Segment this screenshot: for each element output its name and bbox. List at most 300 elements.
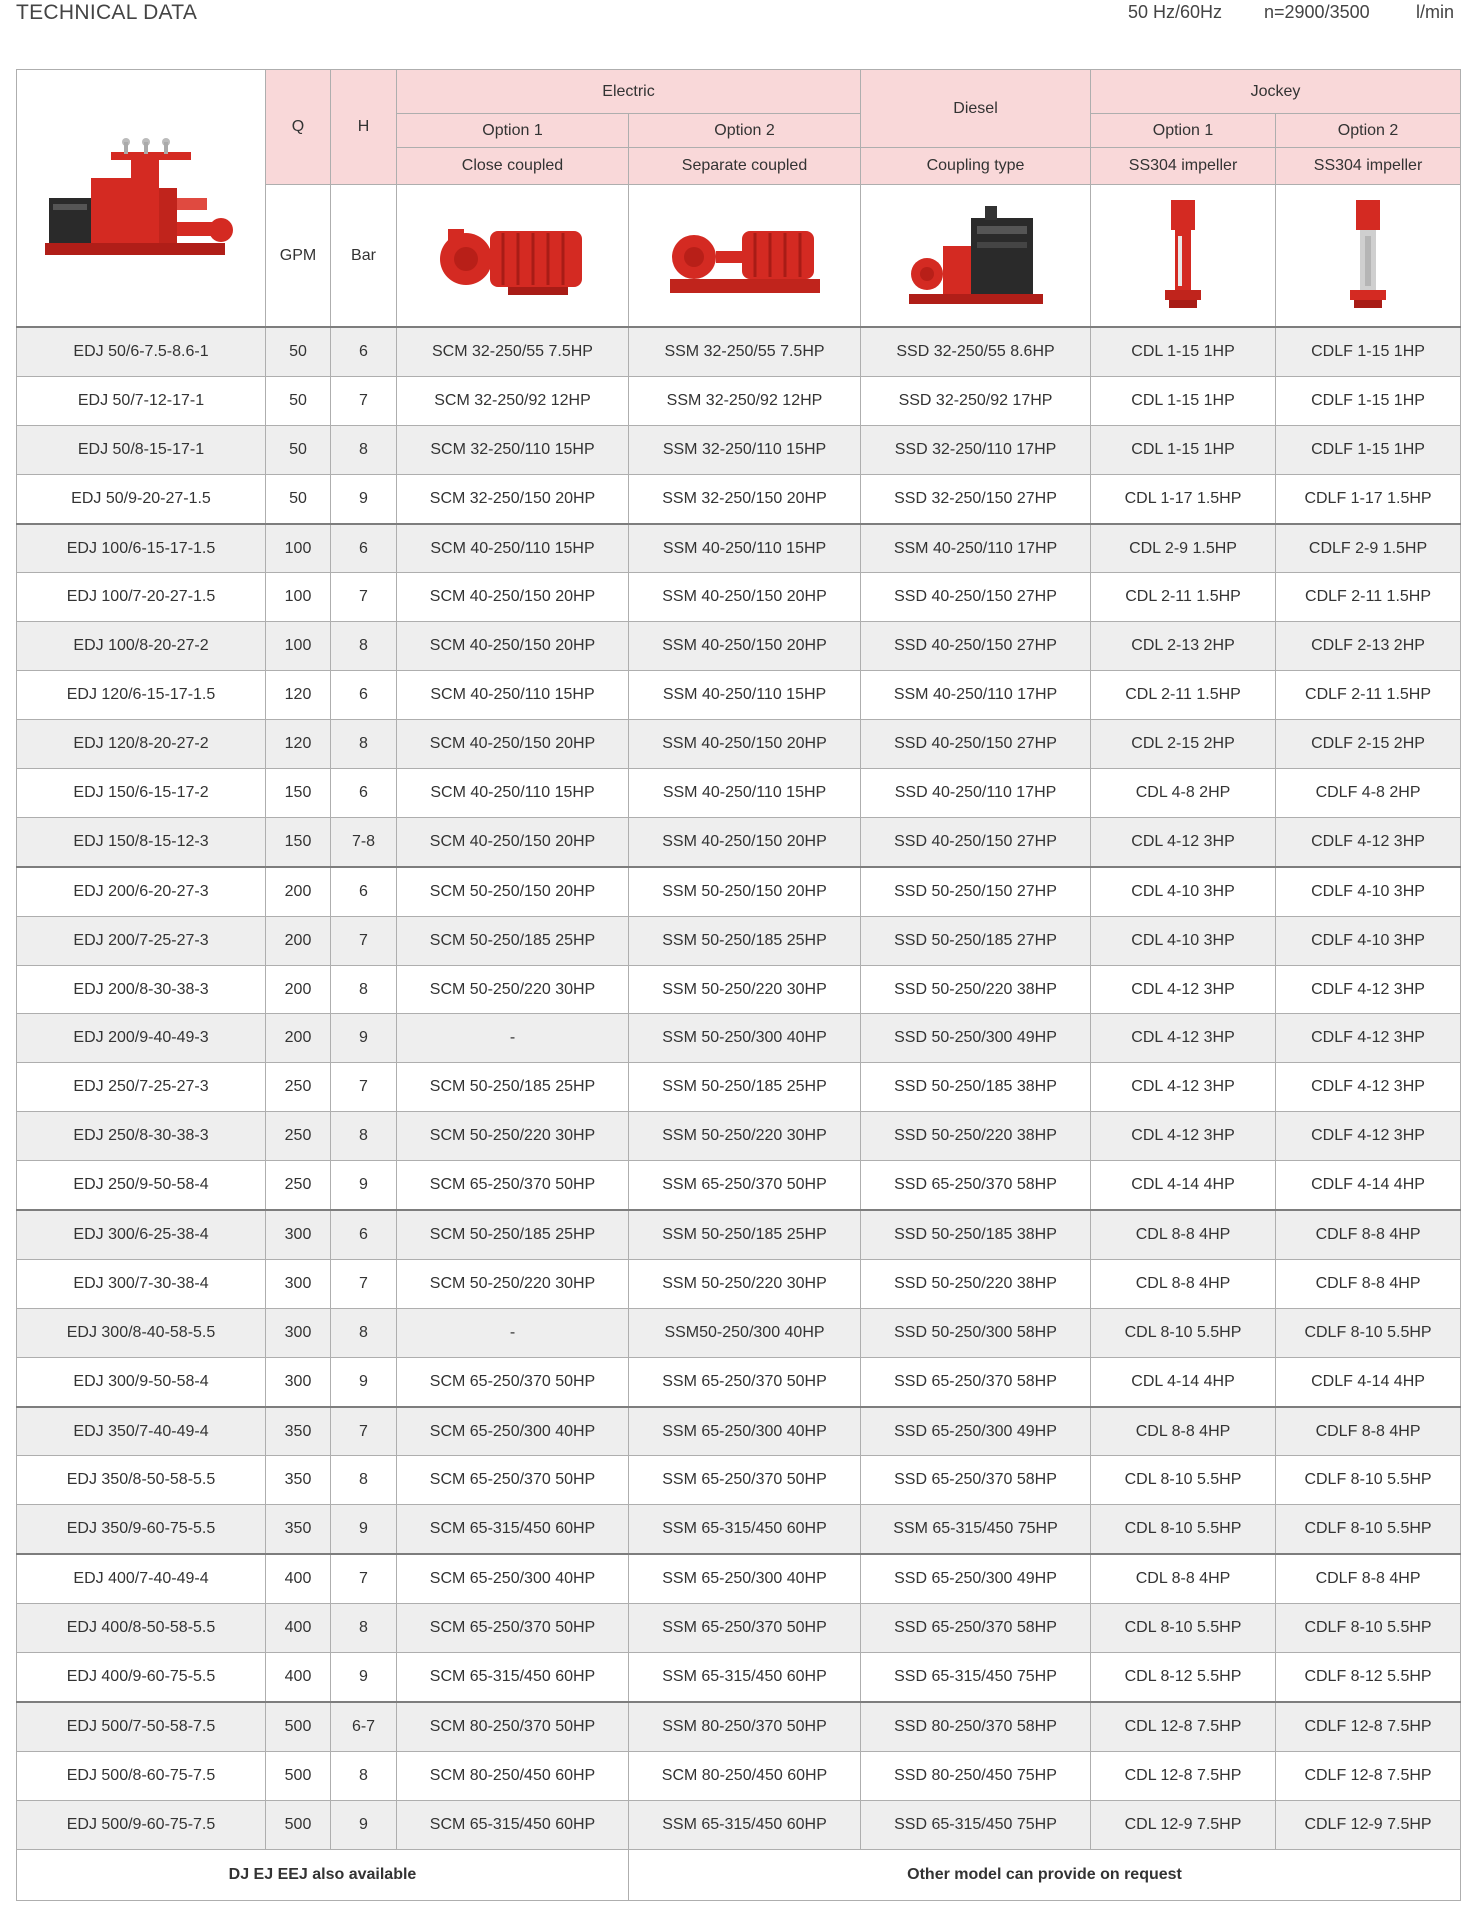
- cell-q: 350: [266, 1407, 331, 1456]
- cell-model: EDJ 100/8-20-27-2: [17, 622, 266, 671]
- cell-jockey-opt2: CDLF 1-15 1HP: [1276, 327, 1461, 376]
- cell-electric-opt1: SCM 50-250/220 30HP: [397, 965, 629, 1014]
- separate-coupled-header: Separate coupled: [629, 148, 861, 185]
- jockey-option1-header: Option 1: [1091, 114, 1276, 148]
- cell-q: 200: [266, 965, 331, 1014]
- cell-diesel: SSD 32-250/150 27HP: [861, 474, 1091, 523]
- cell-jockey-opt2: CDLF 2-13 2HP: [1276, 622, 1461, 671]
- cell-electric-opt2: SSM 65-250/370 50HP: [629, 1357, 861, 1406]
- cell-h: 8: [331, 1308, 397, 1357]
- separate-coupled-pump-image: [629, 185, 861, 328]
- cell-electric-opt1: SCM 50-250/220 30HP: [397, 1112, 629, 1161]
- table-row: [17, 474, 1461, 523]
- cell-model: EDJ 350/8-50-58-5.5: [17, 1456, 266, 1505]
- table-row: [17, 1357, 1461, 1406]
- cell-jockey-opt2: CDLF 4-10 3HP: [1276, 916, 1461, 965]
- cell-model: EDJ 400/9-60-75-5.5: [17, 1653, 266, 1702]
- cell-electric-opt1: SCM 65-250/300 40HP: [397, 1407, 629, 1456]
- cell-electric-opt2: SSM 65-250/300 40HP: [629, 1554, 861, 1603]
- cell-jockey-opt1: CDL 4-12 3HP: [1091, 1112, 1276, 1161]
- cell-electric-opt1: SCM 65-250/370 50HP: [397, 1161, 629, 1210]
- cell-model: EDJ 200/9-40-49-3: [17, 1014, 266, 1063]
- cell-jockey-opt1: CDL 8-10 5.5HP: [1091, 1456, 1276, 1505]
- cell-electric-opt1: SCM 50-250/220 30HP: [397, 1259, 629, 1308]
- cell-diesel: SSD 40-250/150 27HP: [861, 573, 1091, 622]
- cell-h: 8: [331, 720, 397, 769]
- cell-diesel: SSD 65-250/370 58HP: [861, 1357, 1091, 1406]
- cell-electric-opt1: SCM 32-250/110 15HP: [397, 425, 629, 474]
- cell-h: 9: [331, 474, 397, 523]
- cell-electric-opt1: -: [397, 1308, 629, 1357]
- cell-jockey-opt2: CDLF 4-10 3HP: [1276, 867, 1461, 916]
- cell-electric-opt2: SSM 80-250/370 50HP: [629, 1702, 861, 1751]
- diesel-group-header: Diesel: [861, 70, 1091, 148]
- cell-jockey-opt1: CDL 8-8 4HP: [1091, 1259, 1276, 1308]
- cell-diesel: SSD 40-250/150 27HP: [861, 817, 1091, 866]
- cell-jockey-opt1: CDL 4-14 4HP: [1091, 1357, 1276, 1406]
- cell-q: 300: [266, 1259, 331, 1308]
- table-row: [17, 327, 1461, 376]
- cell-jockey-opt2: CDLF 2-11 1.5HP: [1276, 671, 1461, 720]
- cell-jockey-opt1: CDL 8-10 5.5HP: [1091, 1604, 1276, 1653]
- cell-q: 150: [266, 817, 331, 866]
- cell-jockey-opt1: CDL 4-12 3HP: [1091, 965, 1276, 1014]
- cell-diesel: SSD 32-250/110 17HP: [861, 425, 1091, 474]
- cell-h: 9: [331, 1161, 397, 1210]
- cell-h: 7-8: [331, 817, 397, 866]
- cell-diesel: SSM 65-315/450 75HP: [861, 1505, 1091, 1554]
- cell-h: 6: [331, 524, 397, 573]
- cell-model: EDJ 100/7-20-27-1.5: [17, 573, 266, 622]
- cell-q: 500: [266, 1702, 331, 1751]
- coupling-type-header: Coupling type: [861, 148, 1091, 185]
- cell-jockey-opt2: CDLF 8-10 5.5HP: [1276, 1604, 1461, 1653]
- footer-row: [17, 1849, 1461, 1900]
- cell-q: 300: [266, 1308, 331, 1357]
- cell-jockey-opt1: CDL 8-8 4HP: [1091, 1407, 1276, 1456]
- cell-jockey-opt2: CDLF 8-8 4HP: [1276, 1554, 1461, 1603]
- cell-jockey-opt1: CDL 4-8 2HP: [1091, 769, 1276, 818]
- cell-h: 7: [331, 1407, 397, 1456]
- cell-model: EDJ 50/7-12-17-1: [17, 376, 266, 425]
- jockey-impeller2-header: SS304 impeller: [1276, 148, 1461, 185]
- table-row: [17, 916, 1461, 965]
- cell-jockey-opt1: CDL 4-12 3HP: [1091, 817, 1276, 866]
- cell-jockey-opt1: CDL 8-8 4HP: [1091, 1210, 1276, 1259]
- cell-jockey-opt1: CDL 2-11 1.5HP: [1091, 573, 1276, 622]
- cell-q: 300: [266, 1210, 331, 1259]
- cell-diesel: SSD 65-250/300 49HP: [861, 1554, 1091, 1603]
- cell-q: 200: [266, 1014, 331, 1063]
- cell-h: 8: [331, 425, 397, 474]
- cell-diesel: SSD 80-250/450 75HP: [861, 1751, 1091, 1800]
- table-row: [17, 867, 1461, 916]
- cell-electric-opt1: SCM 50-250/185 25HP: [397, 916, 629, 965]
- cell-jockey-opt2: CDLF 8-10 5.5HP: [1276, 1308, 1461, 1357]
- h-header: H: [331, 70, 397, 185]
- cell-electric-opt1: SCM 40-250/110 15HP: [397, 769, 629, 818]
- cell-electric-opt1: SCM 50-250/150 20HP: [397, 867, 629, 916]
- cell-jockey-opt2: CDLF 8-8 4HP: [1276, 1259, 1461, 1308]
- cell-diesel: SSD 32-250/92 17HP: [861, 376, 1091, 425]
- cell-h: 7: [331, 1554, 397, 1603]
- cell-jockey-opt1: CDL 1-15 1HP: [1091, 327, 1276, 376]
- cell-q: 50: [266, 474, 331, 523]
- cell-model: EDJ 350/9-60-75-5.5: [17, 1505, 266, 1554]
- cell-h: 8: [331, 1604, 397, 1653]
- cell-h: 8: [331, 1751, 397, 1800]
- cell-q: 50: [266, 376, 331, 425]
- cell-jockey-opt2: CDLF 1-15 1HP: [1276, 425, 1461, 474]
- cell-model: EDJ 400/8-50-58-5.5: [17, 1604, 266, 1653]
- cell-jockey-opt2: CDLF 1-17 1.5HP: [1276, 474, 1461, 523]
- cell-electric-opt2: SSM 65-250/370 50HP: [629, 1456, 861, 1505]
- cell-model: EDJ 300/8-40-58-5.5: [17, 1308, 266, 1357]
- fire-pump-set-image: [17, 70, 266, 328]
- cell-q: 150: [266, 769, 331, 818]
- cell-model: EDJ 150/8-15-12-3: [17, 817, 266, 866]
- cell-jockey-opt2: CDLF 2-11 1.5HP: [1276, 573, 1461, 622]
- table-row: [17, 425, 1461, 474]
- cell-model: EDJ 250/9-50-58-4: [17, 1161, 266, 1210]
- cell-h: 7: [331, 376, 397, 425]
- cell-jockey-opt2: CDLF 12-8 7.5HP: [1276, 1702, 1461, 1751]
- cell-h: 9: [331, 1014, 397, 1063]
- cell-model: EDJ 200/7-25-27-3: [17, 916, 266, 965]
- vertical-jockey-pump-image: [1091, 185, 1276, 328]
- cell-electric-opt1: SCM 40-250/150 20HP: [397, 720, 629, 769]
- cell-jockey-opt1: CDL 4-10 3HP: [1091, 867, 1276, 916]
- cell-q: 120: [266, 671, 331, 720]
- cell-diesel: SSM 40-250/110 17HP: [861, 524, 1091, 573]
- cell-diesel: SSD 50-250/220 38HP: [861, 1112, 1091, 1161]
- cell-jockey-opt1: CDL 4-12 3HP: [1091, 1063, 1276, 1112]
- table-row: [17, 1308, 1461, 1357]
- cell-electric-opt2: SSM 40-250/150 20HP: [629, 573, 861, 622]
- cell-jockey-opt1: CDL 4-14 4HP: [1091, 1161, 1276, 1210]
- cell-diesel: SSD 65-250/370 58HP: [861, 1161, 1091, 1210]
- cell-h: 7: [331, 916, 397, 965]
- cell-model: EDJ 120/6-15-17-1.5: [17, 671, 266, 720]
- cell-jockey-opt1: CDL 12-8 7.5HP: [1091, 1751, 1276, 1800]
- cell-electric-opt2: SSM 50-250/220 30HP: [629, 1112, 861, 1161]
- close-coupled-pump-image: [397, 185, 629, 328]
- cell-electric-opt2: SSM 50-250/300 40HP: [629, 1014, 861, 1063]
- cell-electric-opt1: SCM 65-315/450 60HP: [397, 1800, 629, 1849]
- cell-diesel: SSD 50-250/220 38HP: [861, 965, 1091, 1014]
- cell-electric-opt2: SSM 65-250/370 50HP: [629, 1161, 861, 1210]
- cell-model: EDJ 500/9-60-75-7.5: [17, 1800, 266, 1849]
- cell-q: 500: [266, 1800, 331, 1849]
- cell-electric-opt2: SCM 80-250/450 60HP: [629, 1751, 861, 1800]
- flow-unit-label: l/min: [1416, 2, 1455, 22]
- cell-electric-opt2: SSM 50-250/220 30HP: [629, 965, 861, 1014]
- cell-electric-opt1: SCM 32-250/55 7.5HP: [397, 327, 629, 376]
- cell-jockey-opt1: CDL 12-8 7.5HP: [1091, 1702, 1276, 1751]
- cell-diesel: SSD 50-250/220 38HP: [861, 1259, 1091, 1308]
- speed-label: n=2900/3500: [1264, 2, 1370, 22]
- cell-h: 6: [331, 769, 397, 818]
- cell-jockey-opt1: CDL 8-12 5.5HP: [1091, 1653, 1276, 1702]
- table-row: [17, 817, 1461, 866]
- cell-jockey-opt1: CDL 8-10 5.5HP: [1091, 1505, 1276, 1554]
- cell-jockey-opt2: CDLF 2-15 2HP: [1276, 720, 1461, 769]
- cell-electric-opt1: SCM 80-250/450 60HP: [397, 1751, 629, 1800]
- cell-diesel: SSD 40-250/110 17HP: [861, 769, 1091, 818]
- table-row: [17, 1407, 1461, 1456]
- cell-h: 9: [331, 1800, 397, 1849]
- table-row: [17, 1751, 1461, 1800]
- cell-jockey-opt2: CDLF 8-10 5.5HP: [1276, 1456, 1461, 1505]
- vertical-jockey-pump-image: [1276, 185, 1461, 328]
- cell-jockey-opt1: CDL 2-9 1.5HP: [1091, 524, 1276, 573]
- cell-model: EDJ 50/6-7.5-8.6-1: [17, 327, 266, 376]
- cell-electric-opt1: SCM 65-315/450 60HP: [397, 1505, 629, 1554]
- cell-electric-opt2: SSM 50-250/185 25HP: [629, 916, 861, 965]
- cell-electric-opt2: SSM 65-250/300 40HP: [629, 1407, 861, 1456]
- cell-q: 350: [266, 1505, 331, 1554]
- cell-h: 7: [331, 573, 397, 622]
- table-row: [17, 1014, 1461, 1063]
- cell-jockey-opt2: CDLF 4-14 4HP: [1276, 1161, 1461, 1210]
- cell-h: 6: [331, 867, 397, 916]
- cell-model: EDJ 300/9-50-58-4: [17, 1357, 266, 1406]
- cell-diesel: SSD 50-250/150 27HP: [861, 867, 1091, 916]
- cell-diesel: SSD 50-250/185 38HP: [861, 1063, 1091, 1112]
- cell-jockey-opt1: CDL 1-17 1.5HP: [1091, 474, 1276, 523]
- close-coupled-header: Close coupled: [397, 148, 629, 185]
- cell-q: 400: [266, 1653, 331, 1702]
- cell-electric-opt2: SSM 50-250/185 25HP: [629, 1210, 861, 1259]
- cell-jockey-opt2: CDLF 12-9 7.5HP: [1276, 1800, 1461, 1849]
- q-unit: GPM: [266, 185, 331, 328]
- table-row: [17, 1505, 1461, 1554]
- cell-q: 400: [266, 1604, 331, 1653]
- table-row: [17, 573, 1461, 622]
- cell-jockey-opt1: CDL 1-15 1HP: [1091, 376, 1276, 425]
- table-row: [17, 622, 1461, 671]
- cell-jockey-opt2: CDLF 2-9 1.5HP: [1276, 524, 1461, 573]
- cell-electric-opt2: SSM 40-250/150 20HP: [629, 622, 861, 671]
- cell-model: EDJ 300/6-25-38-4: [17, 1210, 266, 1259]
- cell-h: 6-7: [331, 1702, 397, 1751]
- table-row: [17, 965, 1461, 1014]
- cell-electric-opt2: SSM 40-250/110 15HP: [629, 524, 861, 573]
- cell-jockey-opt1: CDL 2-11 1.5HP: [1091, 671, 1276, 720]
- table-row: [17, 524, 1461, 573]
- cell-model: EDJ 50/8-15-17-1: [17, 425, 266, 474]
- cell-h: 7: [331, 1063, 397, 1112]
- cell-electric-opt2: SSM 32-250/150 20HP: [629, 474, 861, 523]
- cell-h: 6: [331, 327, 397, 376]
- cell-jockey-opt2: CDLF 4-12 3HP: [1276, 817, 1461, 866]
- cell-q: 120: [266, 720, 331, 769]
- cell-model: EDJ 350/7-40-49-4: [17, 1407, 266, 1456]
- cell-q: 350: [266, 1456, 331, 1505]
- table-row: [17, 1653, 1461, 1702]
- cell-model: EDJ 500/7-50-58-7.5: [17, 1702, 266, 1751]
- cell-electric-opt1: SCM 32-250/92 12HP: [397, 376, 629, 425]
- cell-jockey-opt2: CDLF 8-8 4HP: [1276, 1210, 1461, 1259]
- table-row: [17, 1554, 1461, 1603]
- table-row: [17, 720, 1461, 769]
- cell-electric-opt2: SSM 32-250/55 7.5HP: [629, 327, 861, 376]
- cell-electric-opt2: SSM 40-250/150 20HP: [629, 817, 861, 866]
- cell-model: EDJ 200/8-30-38-3: [17, 965, 266, 1014]
- cell-electric-opt1: SCM 40-250/110 15HP: [397, 671, 629, 720]
- cell-jockey-opt2: CDLF 8-8 4HP: [1276, 1407, 1461, 1456]
- cell-electric-opt1: SCM 65-250/370 50HP: [397, 1456, 629, 1505]
- jockey-option2-header: Option 2: [1276, 114, 1461, 148]
- cell-diesel: SSD 32-250/55 8.6HP: [861, 327, 1091, 376]
- cell-q: 200: [266, 916, 331, 965]
- cell-electric-opt1: SCM 65-250/370 50HP: [397, 1357, 629, 1406]
- table-row: [17, 1210, 1461, 1259]
- table-row: [17, 1456, 1461, 1505]
- cell-diesel: SSM 40-250/110 17HP: [861, 671, 1091, 720]
- cell-model: EDJ 250/8-30-38-3: [17, 1112, 266, 1161]
- cell-q: 100: [266, 573, 331, 622]
- cell-model: EDJ 150/6-15-17-2: [17, 769, 266, 818]
- cell-jockey-opt2: CDLF 1-15 1HP: [1276, 376, 1461, 425]
- cell-electric-opt1: SCM 65-315/450 60HP: [397, 1653, 629, 1702]
- table-row: [17, 1161, 1461, 1210]
- cell-jockey-opt1: CDL 2-15 2HP: [1091, 720, 1276, 769]
- cell-h: 8: [331, 622, 397, 671]
- cell-q: 500: [266, 1751, 331, 1800]
- table-row: [17, 1702, 1461, 1751]
- cell-diesel: SSD 65-250/370 58HP: [861, 1456, 1091, 1505]
- h-unit: Bar: [331, 185, 397, 328]
- cell-electric-opt2: SSM 40-250/150 20HP: [629, 720, 861, 769]
- table-row: [17, 769, 1461, 818]
- cell-electric-opt2: SSM 32-250/92 12HP: [629, 376, 861, 425]
- cell-q: 100: [266, 524, 331, 573]
- cell-jockey-opt2: CDLF 4-8 2HP: [1276, 769, 1461, 818]
- cell-diesel: SSD 50-250/185 38HP: [861, 1210, 1091, 1259]
- cell-jockey-opt1: CDL 2-13 2HP: [1091, 622, 1276, 671]
- cell-electric-opt2: SSM 50-250/150 20HP: [629, 867, 861, 916]
- cell-q: 50: [266, 327, 331, 376]
- cell-model: EDJ 200/6-20-27-3: [17, 867, 266, 916]
- cell-electric-opt2: SSM 50-250/220 30HP: [629, 1259, 861, 1308]
- cell-electric-opt1: SCM 65-250/370 50HP: [397, 1604, 629, 1653]
- cell-q: 250: [266, 1161, 331, 1210]
- cell-diesel: SSD 65-315/450 75HP: [861, 1800, 1091, 1849]
- cell-jockey-opt2: CDLF 4-12 3HP: [1276, 1014, 1461, 1063]
- cell-diesel: SSD 65-315/450 75HP: [861, 1653, 1091, 1702]
- footer-note-left: DJ EJ EEJ also available: [17, 1849, 629, 1900]
- cell-electric-opt1: -: [397, 1014, 629, 1063]
- cell-jockey-opt2: CDLF 12-8 7.5HP: [1276, 1751, 1461, 1800]
- table-row: [17, 1063, 1461, 1112]
- cell-h: 9: [331, 1505, 397, 1554]
- footer-note-right: Other model can provide on request: [629, 1849, 1461, 1900]
- cell-jockey-opt1: CDL 8-10 5.5HP: [1091, 1308, 1276, 1357]
- cell-q: 100: [266, 622, 331, 671]
- cell-jockey-opt2: CDLF 8-12 5.5HP: [1276, 1653, 1461, 1702]
- cell-electric-opt1: SCM 40-250/150 20HP: [397, 573, 629, 622]
- table-row: [17, 376, 1461, 425]
- table-row: [17, 1112, 1461, 1161]
- cell-electric-opt1: SCM 32-250/150 20HP: [397, 474, 629, 523]
- electric-group-header: Electric: [397, 70, 861, 114]
- table-row: [17, 1259, 1461, 1308]
- cell-electric-opt2: SSM 65-250/370 50HP: [629, 1604, 861, 1653]
- cell-q: 200: [266, 867, 331, 916]
- cell-electric-opt2: SSM50-250/300 40HP: [629, 1308, 861, 1357]
- table-row: [17, 671, 1461, 720]
- cell-h: 9: [331, 1357, 397, 1406]
- cell-h: 9: [331, 1653, 397, 1702]
- cell-jockey-opt1: CDL 1-15 1HP: [1091, 425, 1276, 474]
- cell-jockey-opt2: CDLF 4-12 3HP: [1276, 965, 1461, 1014]
- q-header: Q: [266, 70, 331, 185]
- cell-electric-opt1: SCM 50-250/185 25HP: [397, 1063, 629, 1112]
- cell-h: 8: [331, 965, 397, 1014]
- cell-model: EDJ 50/9-20-27-1.5: [17, 474, 266, 523]
- cell-q: 300: [266, 1357, 331, 1406]
- cell-jockey-opt1: CDL 12-9 7.5HP: [1091, 1800, 1276, 1849]
- table-row: [17, 1604, 1461, 1653]
- cell-diesel: SSD 50-250/300 58HP: [861, 1308, 1091, 1357]
- cell-model: EDJ 120/8-20-27-2: [17, 720, 266, 769]
- cell-h: 7: [331, 1259, 397, 1308]
- cell-electric-opt2: SSM 32-250/110 15HP: [629, 425, 861, 474]
- cell-diesel: SSD 65-250/370 58HP: [861, 1604, 1091, 1653]
- cell-diesel: SSD 65-250/300 49HP: [861, 1407, 1091, 1456]
- cell-electric-opt2: SSM 65-315/450 60HP: [629, 1653, 861, 1702]
- cell-electric-opt2: SSM 65-315/450 60HP: [629, 1505, 861, 1554]
- cell-diesel: SSD 50-250/185 27HP: [861, 916, 1091, 965]
- cell-q: 250: [266, 1112, 331, 1161]
- cell-h: 6: [331, 1210, 397, 1259]
- diesel-pump-image: [861, 185, 1091, 328]
- cell-electric-opt1: SCM 50-250/185 25HP: [397, 1210, 629, 1259]
- electric-option1-header: Option 1: [397, 114, 629, 148]
- cell-jockey-opt2: CDLF 4-12 3HP: [1276, 1112, 1461, 1161]
- cell-electric-opt2: SSM 40-250/110 15HP: [629, 671, 861, 720]
- jockey-impeller1-header: SS304 impeller: [1091, 148, 1276, 185]
- technical-data-table: [16, 69, 1461, 1901]
- cell-electric-opt1: SCM 65-250/300 40HP: [397, 1554, 629, 1603]
- cell-electric-opt2: SSM 50-250/185 25HP: [629, 1063, 861, 1112]
- cell-h: 6: [331, 671, 397, 720]
- cell-electric-opt1: SCM 40-250/110 15HP: [397, 524, 629, 573]
- table-row: [17, 1800, 1461, 1849]
- cell-jockey-opt2: CDLF 4-12 3HP: [1276, 1063, 1461, 1112]
- cell-h: 8: [331, 1112, 397, 1161]
- cell-q: 400: [266, 1554, 331, 1603]
- cell-q: 250: [266, 1063, 331, 1112]
- cell-jockey-opt2: CDLF 8-10 5.5HP: [1276, 1505, 1461, 1554]
- cell-diesel: SSD 40-250/150 27HP: [861, 720, 1091, 769]
- cell-diesel: SSD 80-250/370 58HP: [861, 1702, 1091, 1751]
- cell-q: 50: [266, 425, 331, 474]
- cell-diesel: SSD 40-250/150 27HP: [861, 622, 1091, 671]
- jockey-group-header: Jockey: [1091, 70, 1461, 114]
- cell-electric-opt1: SCM 40-250/150 20HP: [397, 622, 629, 671]
- page-title: TECHNICAL DATA: [16, 1, 198, 24]
- cell-electric-opt2: SSM 65-315/450 60HP: [629, 1800, 861, 1849]
- cell-jockey-opt1: CDL 8-8 4HP: [1091, 1554, 1276, 1603]
- cell-electric-opt2: SSM 40-250/110 15HP: [629, 769, 861, 818]
- cell-jockey-opt1: CDL 4-10 3HP: [1091, 916, 1276, 965]
- cell-electric-opt1: SCM 40-250/150 20HP: [397, 817, 629, 866]
- cell-jockey-opt1: CDL 4-12 3HP: [1091, 1014, 1276, 1063]
- cell-model: EDJ 400/7-40-49-4: [17, 1554, 266, 1603]
- cell-model: EDJ 250/7-25-27-3: [17, 1063, 266, 1112]
